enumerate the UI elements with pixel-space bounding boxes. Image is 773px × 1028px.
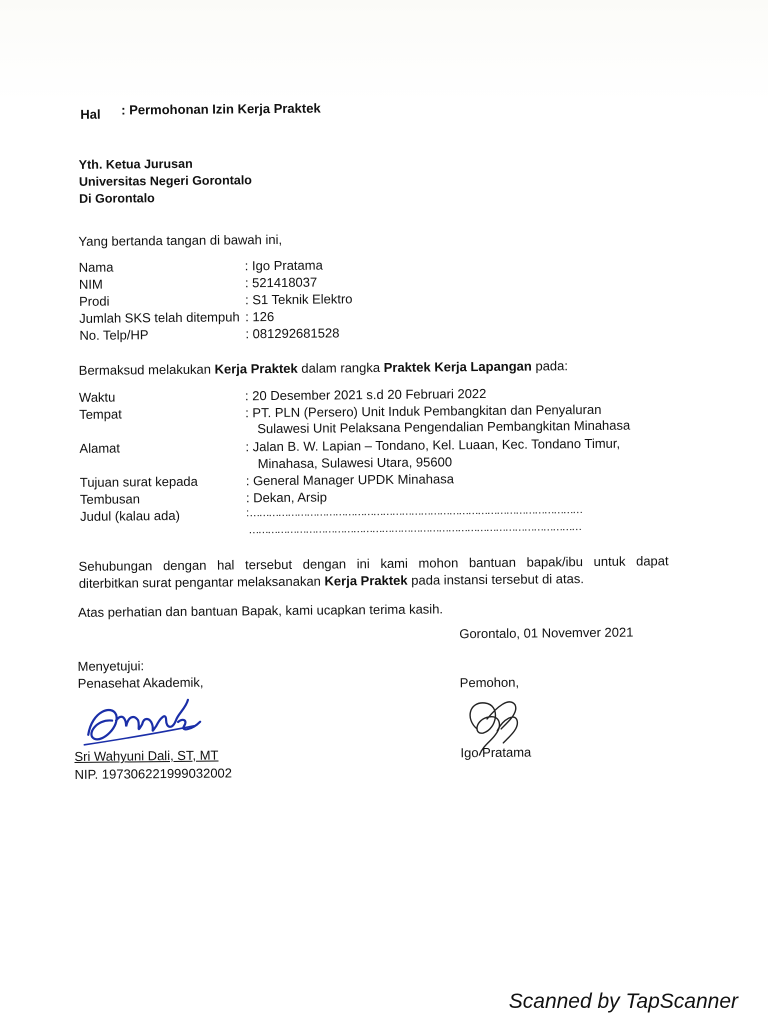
detail-row-judul [80,503,670,524]
detail-judul-line-2: …………………………………………………………………………………………… [248,521,581,537]
intro-text: Yang bertanda tangan di bawah ini, [78,231,283,249]
info-row-nama [78,256,479,275]
thanks-text: Atas perhatian dan bantuan Bapak, kami ucapkan terima kasih. [77,601,444,620]
place-date: Gorontalo, 01 Novemver 2021 [459,624,634,642]
closing-paragraph-line-2 [79,571,584,591]
info-value: : Igo Pratama [244,257,323,274]
detail-label: Tembusan [79,491,141,507]
approver-signature [82,690,213,751]
info-value: : 521418037 [244,274,318,291]
info-value: : S1 Teknik Elektro [244,291,353,308]
purpose-text [79,358,568,378]
detail-value: : Dekan, Arsip [245,489,327,506]
detail-tempat-line-2: Sulawesi Unit Pelaksana Pengendalian Pembangkitan Minahasa [257,417,631,437]
subject-label: Hal [80,106,101,122]
info-row-nim [78,273,479,292]
info-value: : 126 [245,309,275,325]
approver-nip: NIP. 197306221999032002 [74,765,233,782]
detail-label: Alamat [79,440,121,456]
detail-row-alamat [79,435,669,456]
closing-paragraph-line-1: Sehubungan dengan hal tersebut dengan ini kami mohon bantuan bapak/ibu untuk dapat [78,553,669,574]
closing-bold: Kerja Praktek [324,572,408,589]
detail-value-line-1: : …………………………………………………………………………………………… [246,504,582,520]
approver-name: Sri Wahyuni Dali, ST, MT [74,747,219,764]
purpose-suffix: pada: [531,358,569,374]
detail-row-waktu [78,384,669,405]
detail-value-line-1: : PT. PLN (Persero) Unit Induk Pembangkitan dan Penyaluran [245,401,602,421]
closing-prefix: diterbitkan surat pengantar melaksanakan [78,573,325,591]
purpose-mid: dalam rangka [297,359,384,376]
info-row-prodi [79,290,479,309]
info-value: : 081292681528 [245,325,340,342]
closing-suffix: pada instansi tersebut di atas. [407,571,585,588]
detail-alamat-line-2: Minahasa, Sulawesi Utara, 95600 [257,454,453,472]
detail-label: Tempat [79,406,122,422]
purpose-prefix: Bermaksud melakukan [78,361,215,378]
applicant-heading: Pemohon, [459,674,520,691]
recipient-line-2: Universitas Negeri Gorontalo [78,173,252,189]
info-label: No. Telp/HP [79,327,149,343]
applicant-name: Igo Pratama [460,744,532,761]
subject-value: : Permohonan Izin Kerja Praktek [121,100,321,118]
purpose-bold-1: Kerja Praktek [214,360,298,377]
scanner-watermark: Scanned by TapScanner [508,990,738,1013]
detail-label: Waktu [78,389,116,405]
recipient-line-3: Di Gorontalo [79,191,155,206]
detail-label: Tujuan surat kepada [79,473,198,490]
detail-value: : 20 Desember 2021 s.d 20 Februari 2022 [244,385,487,404]
detail-row-tempat [79,401,669,422]
detail-value: : General Manager UPDK Minahasa [245,471,454,489]
detail-value-line-1: : Jalan B. W. Lapian – Tondano, Kel. Luaan, Kec. Tondano Timur, [245,435,621,455]
detail-label: Judul (kalau ada) [80,507,180,524]
info-label: Prodi [79,293,110,309]
recipient-line-1: Yth. Ketua Jurusan [78,156,193,172]
purpose-bold-2: Praktek Kerja Lapangan [383,358,532,375]
info-label: NIM [78,276,103,292]
approver-heading-2: Penasehat Akademik, [77,674,204,691]
detail-row-tujuan [79,469,670,490]
info-row-sks [79,307,479,326]
info-label: Jumlah SKS telah ditempuh [79,309,240,326]
info-label: Nama [78,259,114,275]
approver-heading-1: Menyetujui: [77,658,145,674]
